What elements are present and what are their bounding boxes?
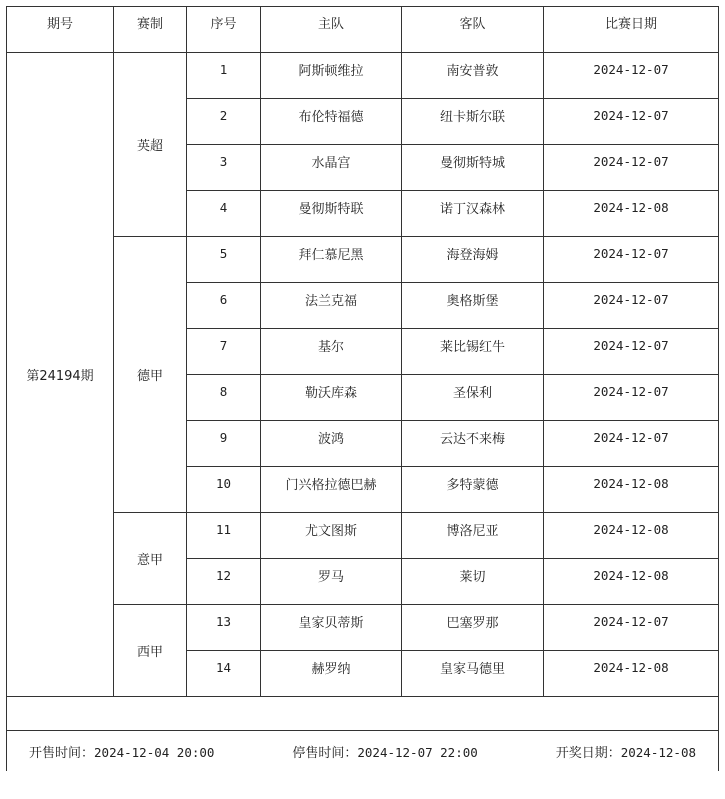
header-home-team: 主队 [261,7,402,53]
match-number: 4 [187,191,261,237]
match-number: 7 [187,329,261,375]
league-cell-la-liga: 西甲 [114,605,187,697]
league-cell-epl: 英超 [114,53,187,237]
home-team: 曼彻斯特联 [261,191,402,237]
home-team: 门兴格拉德巴赫 [261,467,402,513]
away-team: 皇家马德里 [402,651,544,697]
match-number: 5 [187,237,261,283]
header-row [7,7,719,53]
draw-date [556,742,696,761]
match-date: 2024-12-07 [544,329,719,375]
sale-open-label: 开售时间： [29,745,95,761]
match-number: 2 [187,99,261,145]
sale-info [7,742,718,761]
match-date: 2024-12-07 [544,421,719,467]
header-away-team: 客队 [402,7,544,53]
match-number: 12 [187,559,261,605]
away-team: 曼彻斯特城 [402,145,544,191]
away-team: 多特蒙德 [402,467,544,513]
match-date: 2024-12-07 [544,283,719,329]
match-number: 14 [187,651,261,697]
home-team: 波鸿 [261,421,402,467]
match-number: 1 [187,53,261,99]
home-team: 皇家贝蒂斯 [261,605,402,651]
match-number: 8 [187,375,261,421]
sale-open-time [29,742,214,761]
match-number: 9 [187,421,261,467]
header-league: 赛制 [114,7,187,53]
match-number: 6 [187,283,261,329]
home-team: 罗马 [261,559,402,605]
header-period: 期号 [7,7,114,53]
away-team: 诺丁汉森林 [402,191,544,237]
league-cell-bundesliga: 德甲 [114,237,187,513]
away-team: 奥格斯堡 [402,283,544,329]
header-match-date: 比赛日期 [544,7,719,53]
match-number: 11 [187,513,261,559]
match-date: 2024-12-08 [544,651,719,697]
home-team: 勒沃库森 [261,375,402,421]
match-date: 2024-12-07 [544,99,719,145]
match-date: 2024-12-07 [544,145,719,191]
draw-date-value: 2024-12-08 [620,744,696,760]
draw-date-label: 开奖日期： [555,745,621,761]
table-row [7,605,719,651]
match-schedule-table [6,6,719,771]
match-date: 2024-12-08 [544,513,719,559]
header-index: 序号 [187,7,261,53]
away-team: 海登海姆 [402,237,544,283]
sale-close-label: 停售时间： [292,745,358,761]
table-row [7,513,719,559]
period-cell: 第24194期 [7,53,114,697]
match-number: 3 [187,145,261,191]
match-number: 13 [187,605,261,651]
table-row [7,53,719,99]
match-date: 2024-12-07 [544,605,719,651]
away-team: 莱切 [402,559,544,605]
away-team: 纽卡斯尔联 [402,99,544,145]
match-date: 2024-12-08 [544,191,719,237]
match-number: 10 [187,467,261,513]
home-team: 尤文图斯 [261,513,402,559]
home-team: 赫罗纳 [261,651,402,697]
home-team: 基尔 [261,329,402,375]
away-team: 莱比锡红牛 [402,329,544,375]
away-team: 云达不来梅 [402,421,544,467]
match-date: 2024-12-07 [544,375,719,421]
empty-cell [7,697,719,731]
away-team: 博洛尼亚 [402,513,544,559]
home-team: 法兰克福 [261,283,402,329]
table-row [7,237,719,283]
spacer-row [7,697,719,731]
match-date: 2024-12-08 [544,467,719,513]
away-team: 巴塞罗那 [402,605,544,651]
footer-row [7,731,719,772]
league-cell-serie-a: 意甲 [114,513,187,605]
away-team: 圣保利 [402,375,544,421]
match-date: 2024-12-07 [544,237,719,283]
home-team: 拜仁慕尼黑 [261,237,402,283]
match-date: 2024-12-07 [544,53,719,99]
sale-close-time [292,742,477,761]
home-team: 布伦特福德 [261,99,402,145]
sale-open-value: 2024-12-04 20:00 [94,744,215,760]
home-team: 水晶宫 [261,145,402,191]
match-date: 2024-12-08 [544,559,719,605]
sale-close-value: 2024-12-07 22:00 [357,744,478,760]
home-team: 阿斯顿维拉 [261,53,402,99]
footer-cell [7,731,719,772]
away-team: 南安普敦 [402,53,544,99]
